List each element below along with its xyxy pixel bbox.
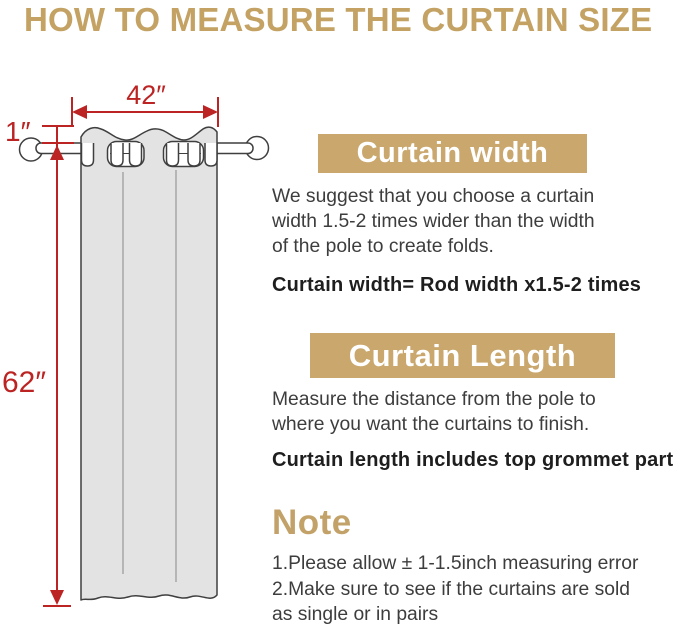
grommet-offset-label: 1″	[5, 116, 31, 147]
curtain-width-description	[272, 184, 595, 259]
curtain-fabric	[81, 127, 217, 600]
section-heading-curtain-length	[310, 333, 615, 378]
length-arrow-down	[50, 590, 64, 605]
curtain-width-description-line: We suggest that you choose a curtain	[272, 186, 595, 207]
curtain-width-description-line: width 1.5-2 times wider than the width	[272, 211, 595, 232]
note-line: as single or in pairs	[272, 604, 439, 625]
page-title: HOW TO MEASURE THE CURTAIN SIZE	[24, 1, 653, 38]
width-arrow-right	[203, 105, 218, 119]
curtain-length-description	[272, 387, 596, 437]
note-heading: Note	[272, 503, 352, 542]
note-list	[272, 551, 638, 628]
curtain-width-heading-label: Curtain width	[356, 137, 549, 169]
width-dimension-label: 42″	[126, 80, 166, 110]
curtain-width-description-line: of the pole to create folds.	[272, 236, 494, 257]
note-line: 2.Make sure to see if the curtains are sold	[272, 578, 630, 600]
curtain-length-heading-label: Curtain Length	[348, 337, 577, 373]
curtain-length-description-line: where you want the curtains to finish.	[272, 414, 590, 435]
length-dimension-label: 62″	[2, 366, 46, 399]
curtain-panel	[81, 127, 217, 600]
curtain-length-description-line: Measure the distance from the pole to	[272, 389, 596, 410]
section-heading-curtain-width	[318, 134, 587, 173]
width-arrow-left	[72, 105, 87, 119]
curtain-length-formula: Curtain length includes top grommet part	[272, 449, 674, 471]
curtain-measurement-diagram	[0, 0, 280, 626]
curtain-width-formula: Curtain width= Rod width x1.5-2 times	[272, 274, 642, 296]
note-line: 1.Please allow ± 1-1.5inch measuring error	[272, 553, 639, 574]
